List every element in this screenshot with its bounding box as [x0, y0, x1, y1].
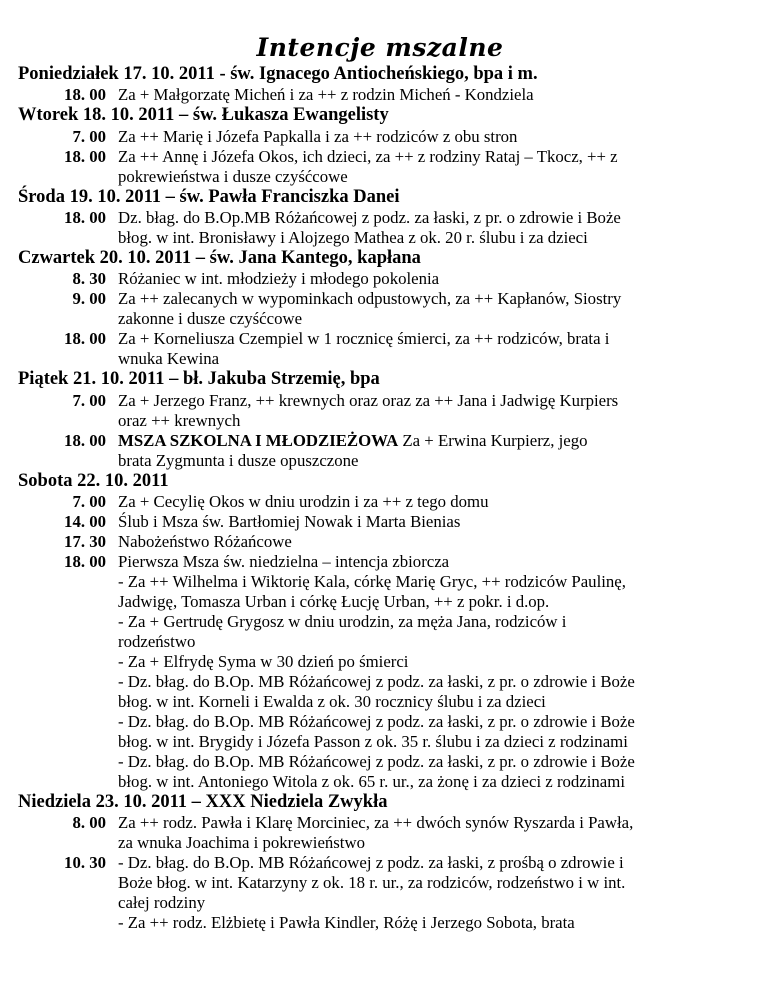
- intention-line: Dz. błag. do B.Op.MB Różańcowej z podz. za łaski, z pr. o zdrowie i Boże: [118, 207, 621, 227]
- intention-line: - Dz. błag. do B.Op. MB Różańcowej z podz. za łaski, z pr. o zdrowie i Boże: [118, 671, 635, 691]
- mass-time: 8. 00: [72, 813, 106, 833]
- intention-line: za wnuka Joachima i pokrewieństwo: [118, 833, 365, 853]
- mass-time: 14. 00: [64, 511, 106, 531]
- mass-time: 18. 00: [64, 85, 106, 105]
- intention-line: Boże błog. w int. Katarzyny z ok. 18 r. ur., za rodziców, rodzeństwo i w int.: [118, 873, 626, 893]
- day-heading: Piątek 21. 10. 2011 – bł. Jakuba Strzemię, bpa: [18, 369, 380, 390]
- intention-line: Ślub i Msza św. Bartłomiej Nowak i Marta Bienias: [118, 511, 461, 531]
- mass-time: 18. 00: [64, 329, 106, 349]
- intention-line: [118, 431, 588, 451]
- day-heading: Środa 19. 10. 2011 – św. Pawła Franciszka Danei: [18, 186, 400, 207]
- intention-line: Pierwsza Msza św. niedzielna – intencja zbiorcza: [118, 551, 450, 571]
- day-heading: Niedziela 23. 10. 2011 – XXX Niedziela Zwykła: [18, 791, 388, 812]
- mass-time: 7. 00: [72, 126, 106, 146]
- mass-time: 10. 30: [64, 853, 106, 873]
- intention-line: - Za ++ rodz. Elżbietę i Pawła Kindler, Różę i Jerzego Sobota, brata: [118, 913, 575, 933]
- mass-time: 7. 00: [72, 491, 106, 511]
- mass-time: 17. 30: [64, 531, 106, 551]
- intention-line: oraz ++ krewnych: [118, 410, 241, 430]
- intention-line: brata Zygmunta i dusze opuszczone: [118, 450, 359, 470]
- intention-text: Za + Erwina Kurpierz, jego: [398, 430, 588, 450]
- intention-line: Za + Cecylię Okos w dniu urodzin i za ++ z tego domu: [118, 491, 489, 511]
- intention-line: wnuka Kewina: [118, 349, 220, 369]
- intention-line: Za ++ zalecanych w wypominkach odpustowych, za ++ Kapłanów, Siostry: [118, 289, 622, 309]
- page-title: Intencje mszalne: [256, 33, 504, 62]
- mass-time: 18. 00: [64, 551, 106, 571]
- intention-line: pokrewieństwa i dusze czyśćcowe: [118, 166, 348, 186]
- intention-line: błog. w int. Korneli i Ewalda z ok. 30 rocznicy ślubu i za dzieci: [118, 691, 546, 711]
- day-heading: Czwartek 20. 10. 2011 – św. Jana Kantego, kapłana: [18, 247, 421, 268]
- mass-time: 18. 00: [64, 146, 106, 166]
- intention-line: Za ++ rodz. Pawła i Klarę Morciniec, za ++ dwóch synów Ryszarda i Pawła,: [118, 813, 634, 833]
- intention-line: - Za + Gertrudę Grygosz w dniu urodzin, za męża Jana, rodziców i: [118, 611, 567, 631]
- intention-line: Za + Korneliusza Czempiel w 1 rocznicę śmierci, za ++ rodziców, brata i: [118, 329, 610, 349]
- intention-line: zakonne i dusze czyśćcowe: [118, 309, 303, 329]
- intention-line: błog. w int. Bronisławy i Alojzego Mathea z ok. 20 r. ślubu i za dzieci: [118, 227, 588, 247]
- intention-line: Różaniec w int. młodzieży i młodego pokolenia: [118, 269, 440, 289]
- intention-line: - Dz. błag. do B.Op. MB Różańcowej z podz. za łaski, z pr. o zdrowie i Boże: [118, 711, 635, 731]
- intention-line: Za + Małgorzatę Micheń i za ++ z rodzin Micheń - Kondziela: [118, 85, 534, 105]
- intention-line: - Dz. błag. do B.Op. MB Różańcowej z podz. za łaski, z pr. o zdrowie i Boże: [118, 751, 635, 771]
- intention-line: całej rodziny: [118, 893, 206, 913]
- mass-time: 8. 30: [72, 269, 106, 289]
- intention-line: Za ++ Marię i Józefa Papkalla i za ++ rodziców z obu stron: [118, 126, 518, 146]
- intention-line: - Za ++ Wilhelma i Wiktorię Kala, córkę Marię Gryc, ++ rodziców Paulinę,: [118, 571, 626, 591]
- bold-label: MSZA SZKOLNA I MŁODZIEŻOWA: [118, 430, 399, 450]
- intention-line: Za + Jerzego Franz, ++ krewnych oraz oraz za ++ Jana i Jadwigę Kurpiers: [118, 390, 619, 410]
- intention-line: Nabożeństwo Różańcowe: [118, 531, 292, 551]
- mass-time: 18. 00: [64, 207, 106, 227]
- intention-line: Jadwigę, Tomasza Urban i córkę Łucję Urban, ++ z pokr. i d.op.: [118, 591, 550, 611]
- mass-time: 7. 00: [72, 390, 106, 410]
- day-heading: Poniedziałek 17. 10. 2011 - św. Ignacego Antiocheńskiego, bpa i m.: [18, 64, 538, 84]
- day-heading: Sobota 22. 10. 2011: [18, 470, 169, 491]
- intention-line: - Za + Elfrydę Syma w 30 dzień po śmierci: [118, 651, 409, 671]
- intention-line: błog. w int. Brygidy i Józefa Passon z ok. 35 r. ślubu i za dzieci z rodzinami: [118, 731, 628, 751]
- intention-line: - Dz. błag. do B.Op. MB Różańcowej z podz. za łaski, z prośbą o zdrowie i: [118, 853, 624, 873]
- mass-time: 18. 00: [64, 430, 106, 450]
- intention-line: rodzeństwo: [118, 631, 196, 651]
- intention-line: błog. w int. Antoniego Witola z ok. 65 r. ur., za żonę i za dzieci z rodzinami: [118, 771, 625, 791]
- intention-line: Za ++ Annę i Józefa Okos, ich dzieci, za ++ z rodziny Rataj – Tkocz, ++ z: [118, 146, 618, 166]
- mass-time: 9. 00: [72, 289, 106, 309]
- day-heading: Wtorek 18. 10. 2011 – św. Łukasza Ewangelisty: [18, 105, 389, 126]
